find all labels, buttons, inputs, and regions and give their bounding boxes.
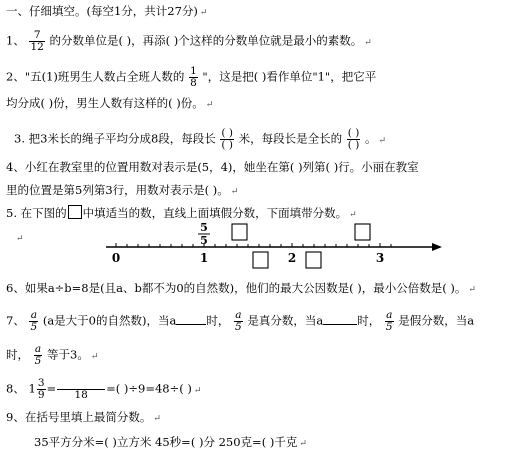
marked-fraction-den: 5 [200, 234, 208, 247]
q7-blank-1 [176, 324, 206, 325]
q7-fraction-2: $\frac{a}{5}$ [235, 309, 242, 333]
question-7-line1: 7、 $\frac{a}{5}$ (a是大于0的自然数)，当a 时， $\frac{a}{5}$ 是真分数，当a 时， $\frac{a}{5}$ 是假分数，当a [6, 309, 475, 333]
axis-arrow-icon [432, 243, 442, 251]
answer-box-above-2 [355, 224, 370, 240]
q1-fraction: $\frac{7}{12}$ [30, 29, 44, 53]
q3-fraction-1: $\frac{( )}{( )}$ [221, 127, 233, 151]
q7-fraction-1: $\frac{a}{5}$ [30, 309, 38, 333]
question-7-line2: 时， $\frac{a}{5}$ 等于3。 ↵ [6, 343, 99, 367]
question-4-line2: 里的位置是第5列第3行，用数对表示是( )。 ↵ [6, 183, 239, 197]
q1-text: 的分数单位是( )，再添( )个这样的分数单位就是最小的素数。 [49, 33, 363, 48]
return-mark: ↵ [16, 234, 24, 244]
q7-fraction-3: $\frac{a}{5}$ [385, 309, 393, 333]
q7-fraction-4: $\frac{a}{5}$ [34, 343, 42, 367]
axis-label-0: 0 [111, 251, 121, 265]
question-5: 5. 在下图的 中填适当的数，直线上面填假分数，下面填带分数。 ↵ [6, 206, 357, 220]
q7-blank-2 [323, 324, 357, 325]
axis-label-3: 3 [375, 251, 385, 265]
answer-box-icon [68, 205, 82, 219]
question-2-line2: 均分成( )份，男生人数有这样的( )份。 ↵ [6, 96, 214, 110]
question-9-title: 9、在括号里填上最简分数。 ↵ [6, 410, 161, 424]
axis-label-1: 1 [199, 251, 209, 265]
question-2-line1: 2、"五(1)班男生人数占全班人数的 $\frac{1}{8}$ "，这是把( )看作单位"1"，把它平 [6, 65, 377, 89]
answer-box-below-1 [253, 252, 268, 268]
q1-number: 1、 [6, 33, 25, 48]
question-9-line: 35平方分米=( )立方米 45秒=( )分 250克=( )千克 ↵ [34, 435, 307, 449]
section-title: 一、仔细填空。(每空1分，共计27分) ↵ [6, 4, 208, 18]
marked-fraction-num: 5 [200, 222, 208, 234]
answer-box-above-1 [232, 224, 247, 240]
number-line [0, 222, 510, 272]
q2-fraction: $\frac{1}{8}$ [190, 65, 197, 89]
q8-whole: 1 [28, 381, 36, 396]
q8-fraction-2: 18 [57, 378, 105, 401]
q8-fraction-1: $\frac{3}{9}$ [37, 377, 45, 401]
question-6: 6、如果a÷b=8是(且a、b都不为0的自然数)，他们的最大公因数是( )，最小公倍数是( )。 ↵ [6, 281, 476, 295]
question-1: 1、 $\frac{7}{12}$ 的分数单位是( )，再添( )个这样的分数单位就是最小的素数。 ↵ [6, 29, 372, 53]
question-8: 8、 1 $\frac{3}{9}$ = 18 =( )÷9=48÷( ) ↵ [6, 377, 202, 401]
question-3: 3. 把3米长的绳子平均分成8段，每段长 $\frac{( )}{( )}$ 米，每段长是全长的 $\frac{( )}{( )}$ 。 ↵ [14, 127, 386, 151]
axis-label-2: 2 [287, 251, 297, 265]
q3-fraction-2: $\frac{( )}{( )}$ [347, 127, 360, 151]
answer-box-below-2 [306, 252, 321, 268]
question-4-line1: 4、小红在教室里的位置用数对表示是(5，4)，她坐在第( )列第( )行。小丽在教室 [6, 160, 419, 174]
